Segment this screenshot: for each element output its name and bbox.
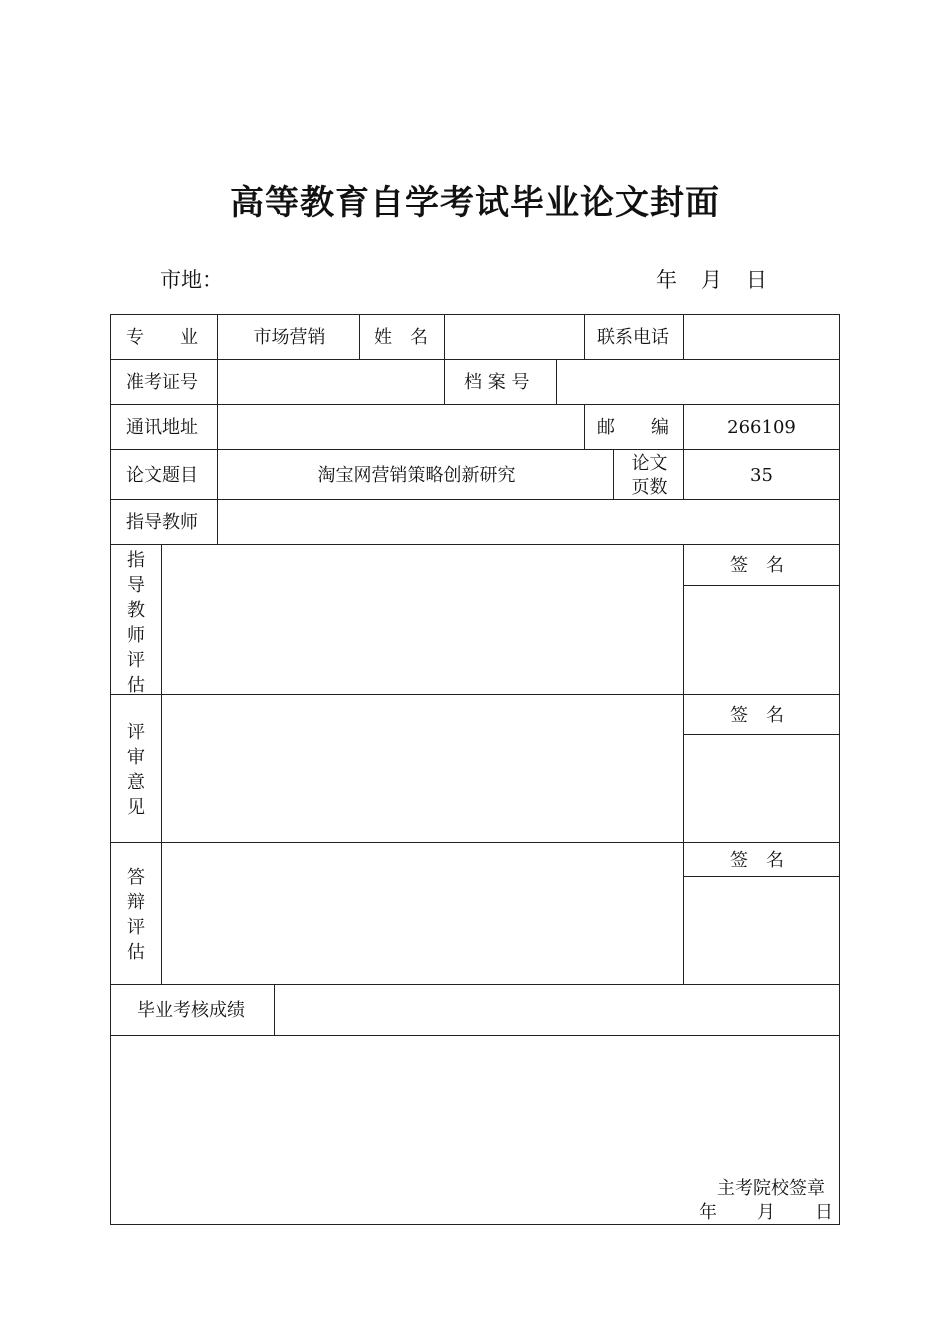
school-seal-label: 主考院校签章 xyxy=(717,1178,825,1199)
address-label: 通讯地址 xyxy=(126,417,198,438)
cell-phone-value xyxy=(683,314,840,360)
bottom-year: 年 xyxy=(699,1202,717,1223)
cell-major-value xyxy=(217,314,360,360)
cell-defense-sign-value xyxy=(683,876,840,985)
advisor-label: 指导教师 xyxy=(126,512,198,533)
date-day: 日 xyxy=(746,268,767,292)
document-title: 高等教育自学考试毕业论文封面 xyxy=(230,183,720,223)
cell-advisor-value xyxy=(217,499,840,545)
cell-name-label xyxy=(359,314,445,360)
date-year: 年 xyxy=(656,268,677,292)
cell-grade-value xyxy=(274,984,840,1036)
cell-defense-body xyxy=(161,842,684,985)
defense-label: 答辩评估 xyxy=(127,867,145,963)
cell-address-label xyxy=(110,404,218,450)
cell-postcode-value xyxy=(683,404,840,450)
cell-advisor-label xyxy=(110,499,218,545)
pages-label-line-2: 页数 xyxy=(631,477,668,498)
advisor-sign-label: 签 名 xyxy=(730,555,784,576)
cell-defense-sign-label xyxy=(683,842,840,877)
review-label: 评审意见 xyxy=(127,722,145,818)
date-line xyxy=(656,264,767,294)
cell-review-sign-value xyxy=(683,734,840,843)
cell-review-label xyxy=(110,694,162,843)
phone-label: 联系电话 xyxy=(597,327,669,348)
review-sign-label: 签 名 xyxy=(730,705,784,726)
date-month: 月 xyxy=(701,268,722,292)
cell-grade-label xyxy=(110,984,275,1036)
cell-pages-value xyxy=(683,449,840,500)
exam-id-label: 准考证号 xyxy=(126,372,198,393)
cell-phone-label xyxy=(584,314,684,360)
postcode-value: 266109 xyxy=(727,417,796,438)
thesis-title-label: 论文题目 xyxy=(126,465,198,486)
cell-archive-label xyxy=(444,359,557,405)
pages-value: 35 xyxy=(750,465,773,486)
cell-advisor-eval-label xyxy=(110,544,162,695)
major-label: 专 业 xyxy=(126,327,198,348)
cell-major-label xyxy=(110,314,218,360)
thesis-title-value: 淘宝网营销策略创新研究 xyxy=(317,465,516,486)
city-label: 市地： xyxy=(160,268,223,292)
defense-sign-label: 签 名 xyxy=(730,850,784,871)
cell-name-value xyxy=(444,314,585,360)
cell-thesis-title-label xyxy=(110,449,218,500)
major-value: 市场营销 xyxy=(253,327,326,348)
cell-thesis-title-value xyxy=(217,449,614,500)
grade-label: 毕业考核成绩 xyxy=(137,1000,245,1021)
archive-label: 档 案 号 xyxy=(464,372,530,393)
cell-address-value xyxy=(217,404,585,450)
cell-exam-id-label xyxy=(110,359,218,405)
cell-defense-label xyxy=(110,842,162,985)
cell-advisor-eval-body xyxy=(161,544,684,695)
cell-exam-id-value xyxy=(217,359,445,405)
cell-pages-label xyxy=(613,449,684,500)
cell-advisor-sign-label xyxy=(683,544,840,586)
bottom-month: 月 xyxy=(757,1202,775,1223)
bottom-day: 日 xyxy=(815,1202,833,1223)
cell-postcode-label xyxy=(584,404,684,450)
cell-review-sign-label xyxy=(683,694,840,735)
cell-advisor-sign-value xyxy=(683,585,840,695)
cell-school-seal xyxy=(110,1035,840,1225)
cell-archive-value xyxy=(556,359,840,405)
cell-review-body xyxy=(161,694,684,843)
pages-label-line-1: 论文 xyxy=(631,453,668,474)
name-label: 姓 名 xyxy=(374,327,428,348)
advisor-eval-label: 指导教师评估 xyxy=(127,550,145,696)
postcode-label: 邮 编 xyxy=(597,417,669,438)
